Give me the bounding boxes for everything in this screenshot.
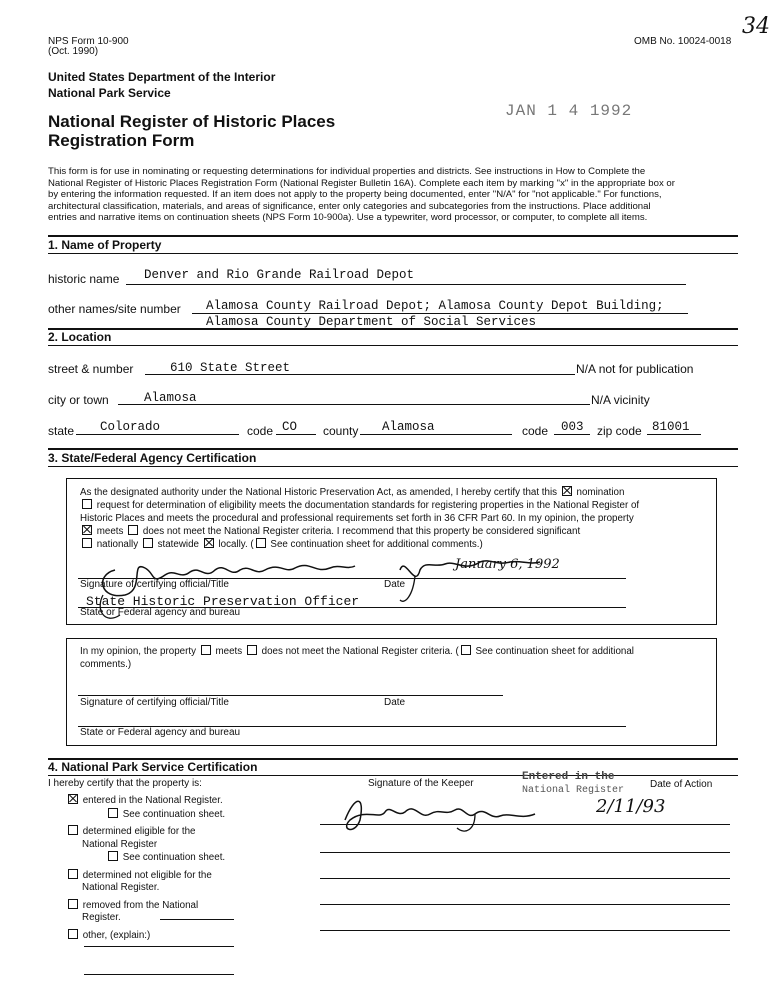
certification-text: As the designated authority under the National Historic Preservation Act, as amended, I hereby certify that this nomination request for determination of eligibility meets the documentation standards for registering properties in the National Register of Historic Places and meets the procedural and professional requirements set forth in 36 CFR Part 60. In my opinion, the property meets does not meet the National Register criteria. I recommend that this property be considered significant nationally statewide locally. ( See continuation sheet for additional comments.) xyxy=(80,487,640,550)
entered-stamp-2: National Register xyxy=(522,785,625,796)
signature-label: Signature of certifying official/Title xyxy=(80,579,229,590)
certify-text: I hereby certify that the property is: xyxy=(48,778,202,789)
entered-stamp-1: Entered in the xyxy=(522,771,615,783)
city-value[interactable]: Alamosa xyxy=(144,391,197,405)
city-label: city or town xyxy=(48,393,109,407)
option-eligible-continuation[interactable]: See continuation sheet. xyxy=(66,851,225,865)
option-entered-continuation[interactable]: See continuation sheet. xyxy=(66,808,225,822)
opinion-not-meet-checkbox[interactable] xyxy=(247,645,257,655)
state-label: state xyxy=(48,424,75,438)
option-removed[interactable]: removed from the National xyxy=(66,899,225,913)
county-label: county xyxy=(323,424,359,438)
option-entered[interactable]: entered in the National Register. xyxy=(66,794,225,808)
section2-heading: 2. Location xyxy=(48,330,112,344)
form-number: NPS Form 10-900 xyxy=(48,36,129,47)
department: United States Department of the Interior xyxy=(48,70,276,84)
page-number: 34 xyxy=(742,14,770,39)
agency-label-2: State or Federal agency and bureau xyxy=(80,727,241,738)
keeper-signature xyxy=(325,790,605,840)
date-label: Date xyxy=(384,579,406,590)
nps-options: entered in the National Register. See continuation sheet. determined eligible for the National Register See continuation sheet. determined not eligible for the National Register. removed from the National Register. other, (explain:) xyxy=(66,794,225,942)
option-eligible[interactable]: determined eligible for the xyxy=(66,825,225,839)
meets-checkbox[interactable] xyxy=(82,525,92,535)
other-names-value-2[interactable]: Alamosa County Department of Social Services xyxy=(206,315,537,329)
state-code-value[interactable]: CO xyxy=(282,420,298,434)
zip-value[interactable]: 81001 xyxy=(652,420,690,434)
keeper-label: Signature of the Keeper xyxy=(368,778,474,789)
does-not-meet-checkbox[interactable] xyxy=(128,525,138,535)
section4-heading: 4. National Park Service Certification xyxy=(48,760,258,774)
section3-heading: 3. State/Federal Agency Certification xyxy=(48,451,257,465)
county-code-value[interactable]: 003 xyxy=(561,420,584,434)
county-code-label: code xyxy=(522,424,549,438)
date-label-2: Date xyxy=(384,697,406,708)
vicinity[interactable]: N/A vicinity xyxy=(591,393,650,407)
nomination-checkbox[interactable] xyxy=(562,486,572,496)
certification-date: January 6, 1992 xyxy=(455,557,560,572)
zip-label: zip code xyxy=(597,424,642,438)
form-title-line1: National Register of Historic Places xyxy=(48,112,336,131)
other-names-label: other names/site number xyxy=(48,302,181,316)
street-value[interactable]: 610 State Street xyxy=(170,361,291,375)
section1-heading: 1. Name of Property xyxy=(48,238,162,252)
not-for-publication[interactable]: N/A not for publication xyxy=(576,362,694,376)
option-not-eligible[interactable]: determined not eligible for the xyxy=(66,869,225,883)
omb-number: OMB No. 10024-0018 xyxy=(634,36,732,47)
official-title-value[interactable]: State Historic Preservation Officer xyxy=(86,594,360,609)
state-code-label: code xyxy=(247,424,274,438)
opinion-text: In my opinion, the property meets does not meet the National Register criteria. ( See continuation sheet for additional comments.) xyxy=(80,646,634,670)
action-date: 2/11/93 xyxy=(596,796,666,817)
state-value[interactable]: Colorado xyxy=(100,420,161,434)
opinion-continuation-checkbox[interactable] xyxy=(461,645,471,655)
service: National Park Service xyxy=(48,86,171,100)
date-of-action-label: Date of Action xyxy=(650,779,713,790)
intro-text: This form is for use in nominating or requesting determinations for individual properties and districts. See instructions in How to Complete the National Register of Historic Places Registration Form (National Register Bulletin 16A). Complete each item by marking "x" in the appropriate box or by entering the information requested. If an item does not apply to the property being documented, enter "N/A" for "not applicable." For functions, architectural classification, materials, and areas of significance, enter only categories and subcategories from the instructions. Place additional entries and narrative items on continuation sheets (NPS Form 10-900a). Use a typewriter, word processor, or computer, to complete all items. xyxy=(48,166,675,223)
form-title-line2: Registration Form xyxy=(48,131,195,150)
option-other[interactable]: other, (explain:) xyxy=(66,929,225,943)
historic-name-value[interactable]: Denver and Rio Grande Railroad Depot xyxy=(144,268,415,282)
request-checkbox[interactable] xyxy=(82,499,92,509)
signature-label-2: Signature of certifying official/Title xyxy=(80,697,229,708)
county-value[interactable]: Alamosa xyxy=(382,420,435,434)
form-date: (Oct. 1990) xyxy=(48,46,99,57)
agency-label: State or Federal agency and bureau xyxy=(80,607,241,618)
other-names-value-1[interactable]: Alamosa County Railroad Depot; Alamosa County Depot Building; xyxy=(206,299,664,313)
street-label: street & number xyxy=(48,362,134,376)
historic-name-label: historic name xyxy=(48,272,120,286)
received-stamp: JAN 1 4 1992 xyxy=(505,102,633,120)
opinion-meets-checkbox[interactable] xyxy=(201,645,211,655)
